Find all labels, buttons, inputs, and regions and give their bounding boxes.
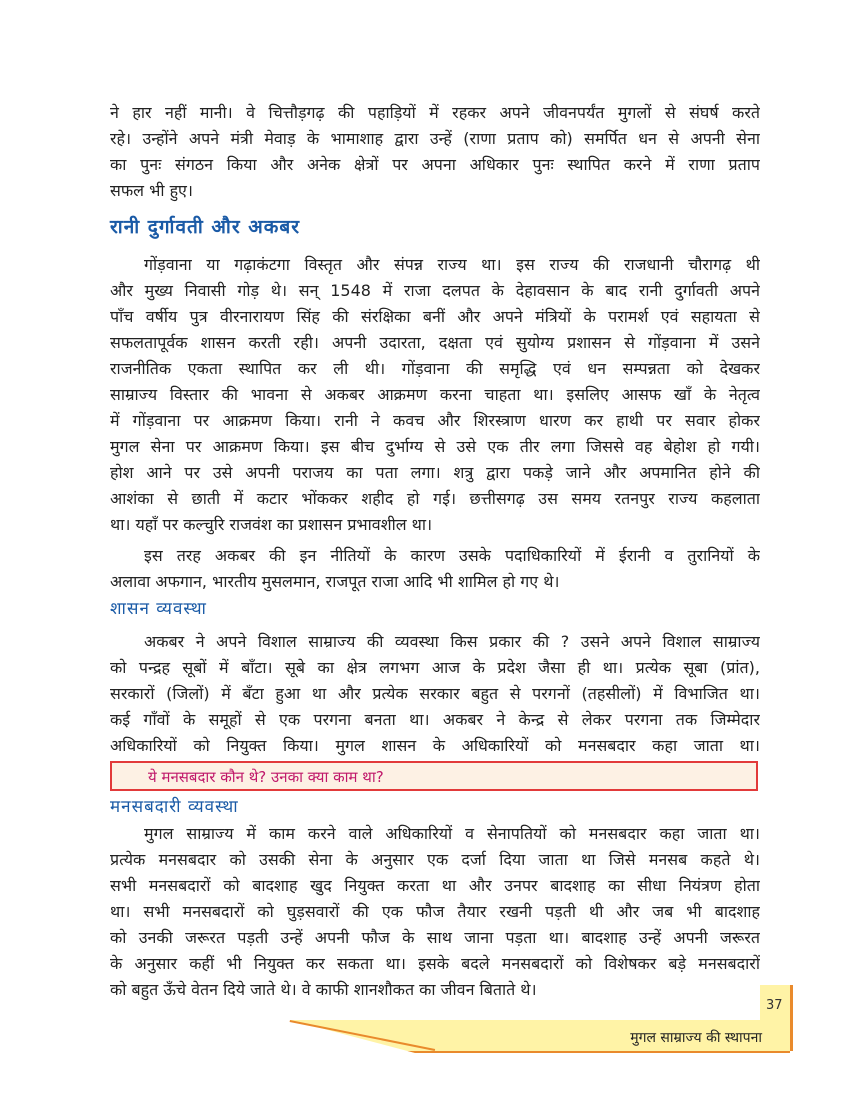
paragraph-administration [110, 629, 760, 759]
text-line: प्रत्येक मनसबदार को उसकी सेना के अनुसार एक दर्जा दिया जाता था जिसे मनसब कहते थे। [110, 850, 760, 869]
heading-mansabdari: मनसबदारी व्यवस्था [110, 797, 239, 817]
heading-rani-durgavati: रानी दुर्गावती और अकबर [110, 216, 300, 238]
text-line: सभी मनसबदारों को बादशाह खुद नियुक्त करता था और उनपर बादशाह का सीधा नियंत्रण होता [110, 876, 760, 895]
text-line: था। सभी मनसबदारों को घुड़सवारों की एक फौज तैयार रखनी पड़ती थी और जब भी बादशाह [110, 902, 760, 921]
text-line: और मुख्य निवासी गोड़ थे। सन् 1548 में राजा दलपत के देहावसान के बाद रानी दुर्गावती अपने [110, 281, 760, 300]
text-line: को पन्द्रह सूबों में बाँटा। सूबे का क्षेत्र लगभग आज के प्रदेश जैसा ही था। प्रत्येक सूबा (प्रांत), [110, 658, 760, 677]
heading-administration: शासन व्यवस्था [110, 599, 207, 619]
text-line: पाँच वर्षीय पुत्र वीरनारायण सिंह की संरक्षिका बनीं और अपने मंत्रियों के परामर्श एवं सहायता से [110, 307, 760, 326]
text-line: मुगल सेना पर आक्रमण किया। इस बीच दुर्भाग्य से उसे एक तीर लगा जिससे वह बेहोश हो गयी। [110, 437, 760, 456]
paragraph-mansabdari [110, 821, 760, 1003]
text-line: का पुनः संगठन किया और अनेक क्षेत्रों पर अपना अधिकार पुनः स्थापित करने में राणा प्रताप [110, 155, 760, 174]
text-line: को बहुत ऊँचे वेतन दिये जाते थे। वे काफी शानशौकत का जीवन बिताते थे। [110, 980, 537, 999]
paragraph-durgavati [110, 252, 760, 538]
text-line: होश आने पर उसे अपनी पराजय का पता लगा। शत्रु द्वारा पकड़े जाने और अपमानित होने की [110, 463, 760, 482]
question-box [110, 761, 758, 791]
text-line: आशंका से छाती में कटार भोंककर शहीद हो गई। छत्तीसगढ़ उस समय रतनपुर राज्य कहलाता [110, 489, 760, 508]
text-line: रहे। उन्होंने अपने मंत्री मेवाड़ के भामाशाह द्वारा उन्हें (राणा प्रताप को) समर्पित धन से अपनी सेना [110, 129, 760, 148]
text-line: साम्राज्य विस्तार की भावना से अकबर आक्रमण करना चाहता था। इसलिए आसफ खाँ के नेतृत्व [110, 385, 760, 404]
text-line: गोंड़वाना या गढ़ाकंटगा विस्तृत और संपन्न राज्य था। इस राज्य की राजधानी चौरागढ़ थी [144, 255, 760, 274]
text-line: अलावा अफगान, भारतीय मुसलमान, राजपूत राजा आदि भी शामिल हो गए थे। [110, 572, 560, 591]
text-line: को उनकी जरूरत पड़ती उन्हें अपनी फौज के साथ जाना पड़ता था। बादशाह उन्हें अपनी जरूरत [110, 928, 760, 947]
text-line: राजनीतिक एकता स्थापित कर ली थी। गोंड़वाना की समृद्धि एवं धन सम्पन्नता को देखकर [110, 359, 760, 378]
text-line: इस तरह अकबर की इन नीतियों के कारण उसके पदाधिकारियों में ईरानी व तुरानियों के [144, 546, 760, 565]
text-line: सरकारों (जिलों) में बँटा हुआ था और प्रत्येक सरकार बहुत से परगनों (तहसीलों) में विभाजित था। [110, 684, 760, 703]
text-line: कई गाँवों के समूहों से एक परगना बनता था। अकबर ने केन्द्र से लेकर परगना तक जिम्मेदार [110, 710, 760, 729]
text-line: मुगल साम्राज्य में काम करने वाले अधिकारियों व सेनापतियों को मनसबदार कहा जाता था। [144, 824, 760, 843]
text-line: अधिकारियों को नियुक्त किया। मुगल शासन के अधिकारियों को मनसबदार कहा जाता था। [110, 736, 760, 755]
text-line: सफलतापूर्वक शासन करती रही। अपनी उदारता, दक्षता एवं सुयोग्य प्रशासन से गोंड़वाना में उसने [110, 333, 760, 352]
paragraph-rana-pratap [110, 100, 760, 204]
text-line: था। यहाँ पर कल्चुरि राजवंश का प्रशासन प्रभावशील था। [110, 515, 433, 534]
paragraph-officials [110, 543, 760, 595]
page-number: 37 [766, 998, 783, 1013]
text-line: में गोंड़वाना पर आक्रमण किया। रानी ने कवच और शिरस्त्राण धारण कर हाथी पर सवार होकर [110, 411, 760, 430]
question-text: ये मनसबदार कौन थे? उनका क्या काम था? [148, 768, 384, 786]
text-line: के अनुसार कहीं भी नियुक्त कर सकता था। इसके बदले मनसबदारों को विशेषकर बड़े मनसबदारों [110, 954, 760, 973]
text-line: ने हार नहीं मानी। वे चित्तौड़गढ़ की पहाड़ियों में रहकर अपने जीवनपर्यंत मुगलों से संघर्ष करते [110, 103, 760, 122]
text-line: सफल भी हुए। [110, 181, 193, 200]
text-line: अकबर ने अपने विशाल साम्राज्य की व्यवस्था किस प्रकार की ? उसने अपने विशाल साम्राज्य [144, 632, 760, 651]
chapter-title: मुगल साम्राज्य की स्थापना [630, 1030, 762, 1046]
